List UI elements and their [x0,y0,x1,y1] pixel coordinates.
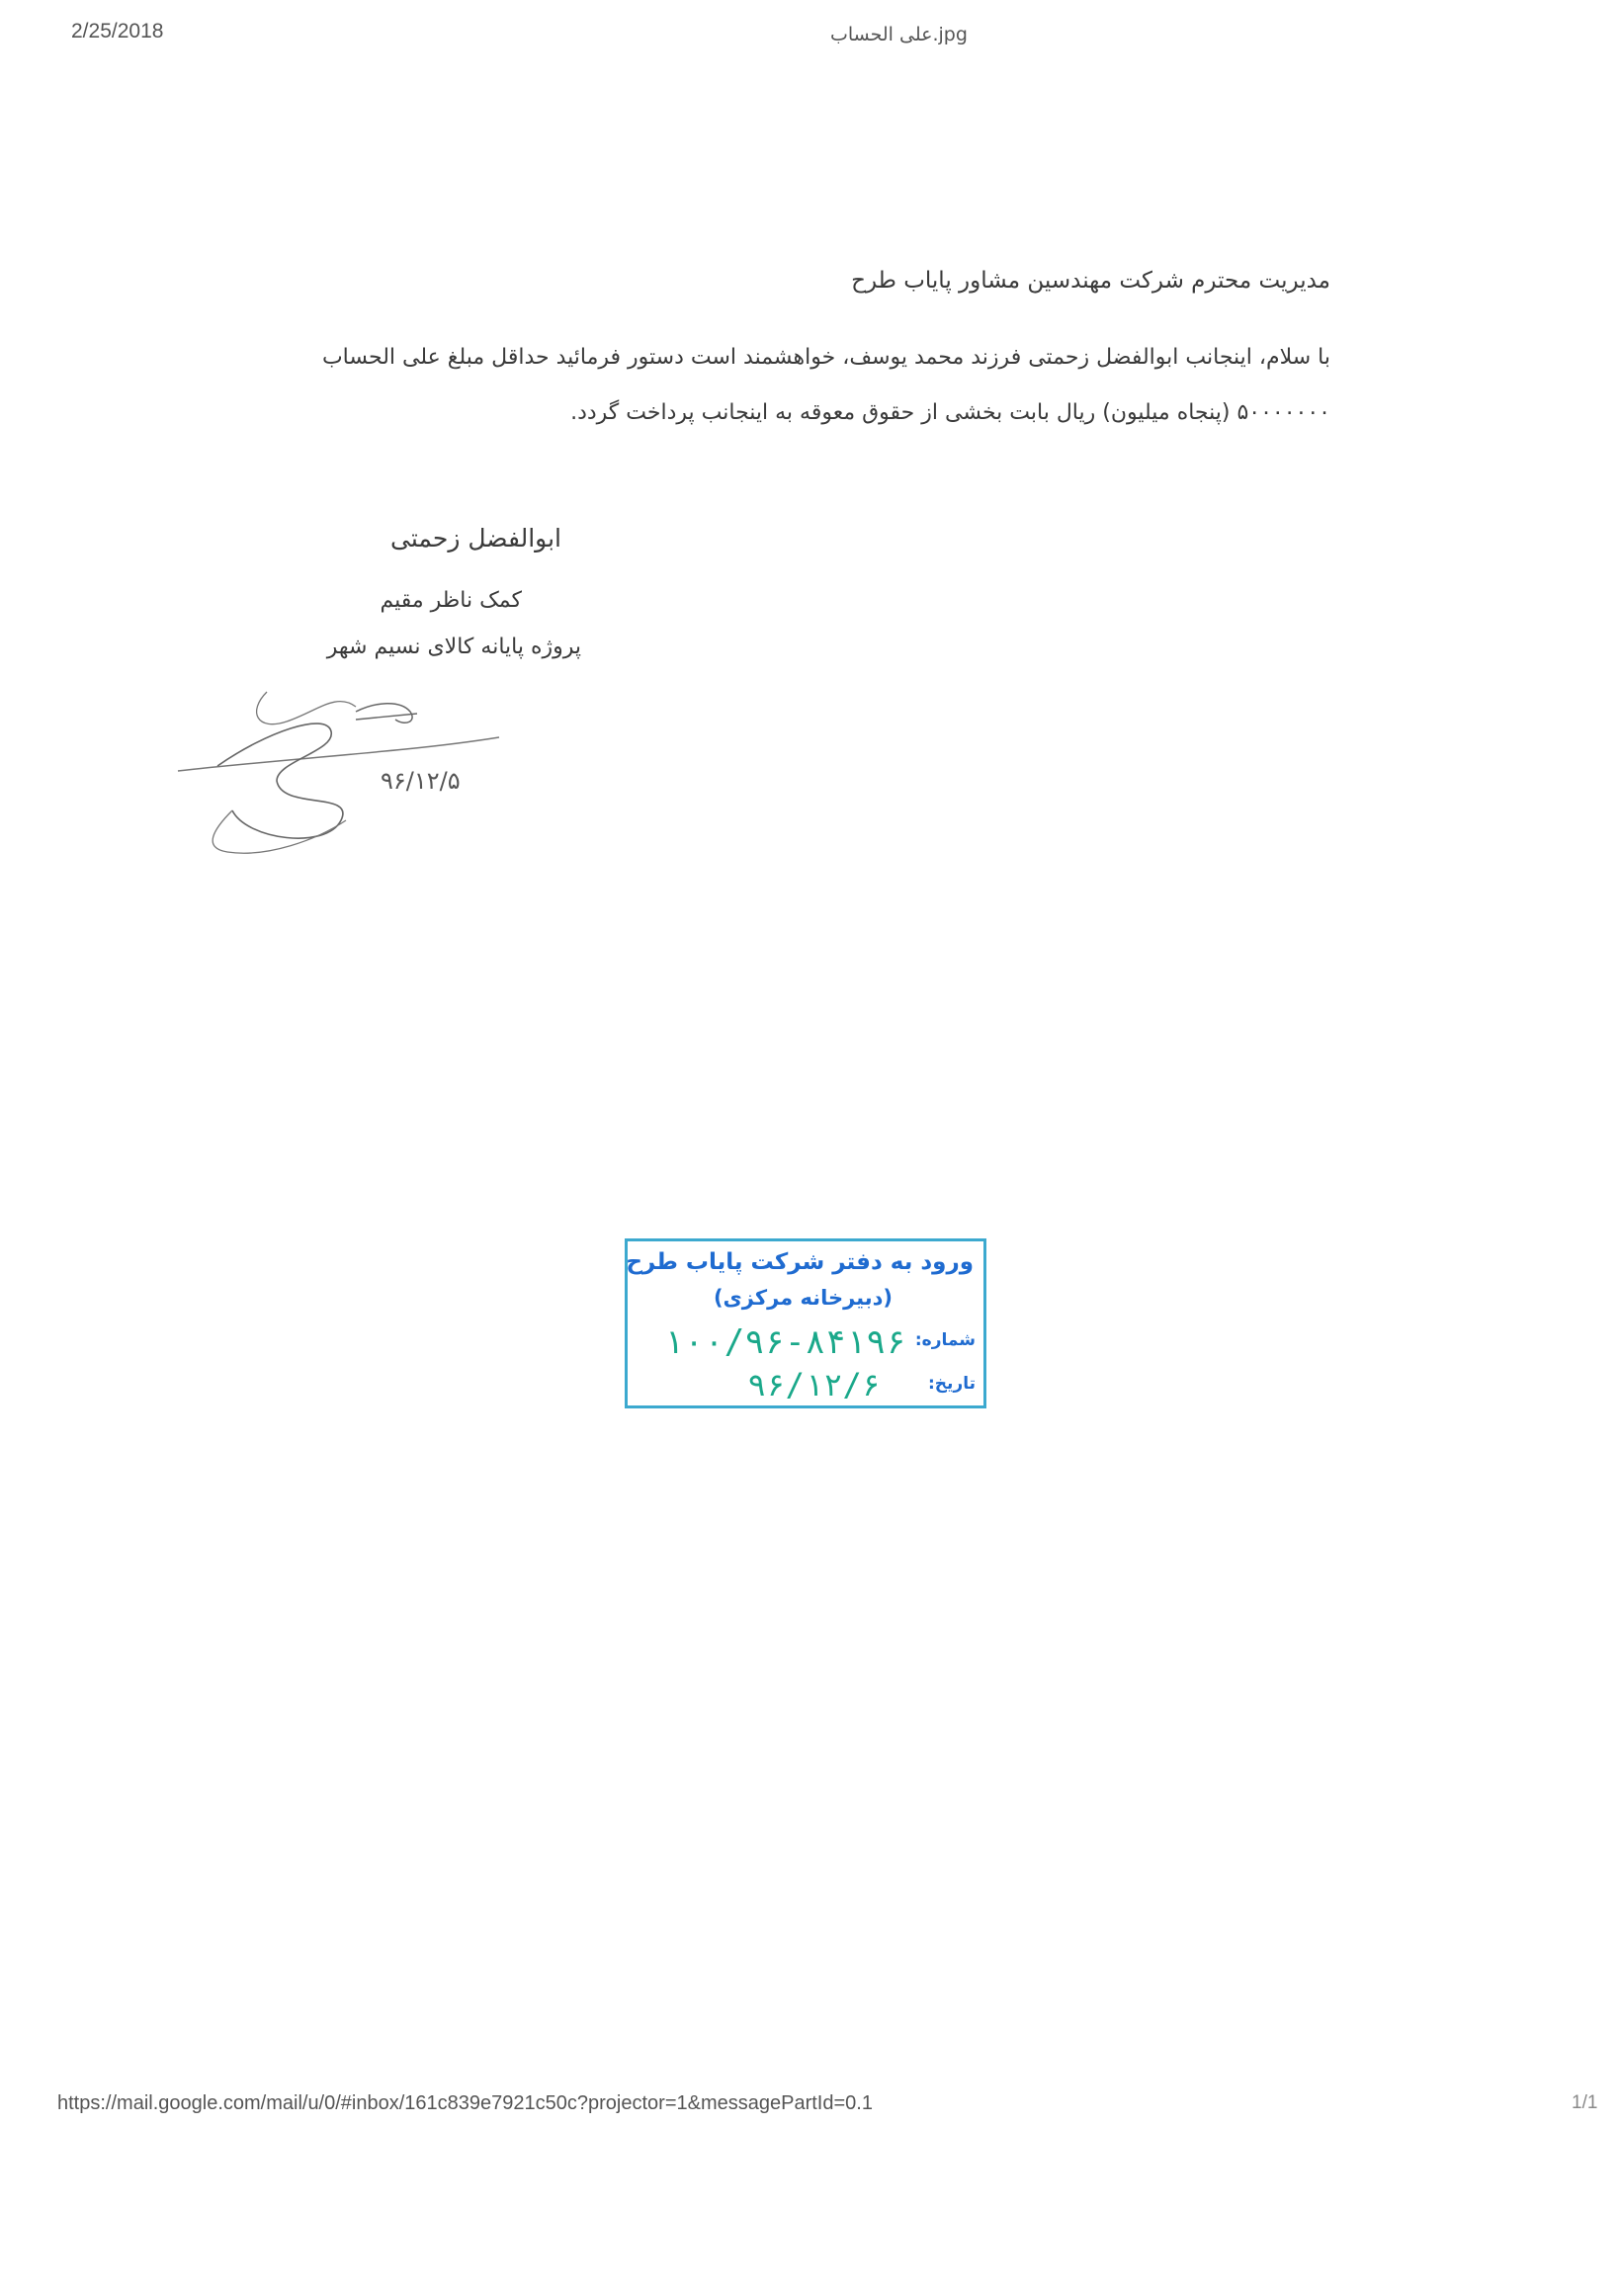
print-footer-url: https://mail.google.com/mail/u/0/#inbox/161c839e7921c50c?projector=1&messagePartId=0.1 [57,2092,873,2114]
stamp-date-row [630,1366,976,1405]
signature-block [255,524,581,659]
print-footer-page: 1/1 [1572,2092,1598,2113]
letter-body [293,265,1330,441]
stamp-number-label: شماره: [914,1330,976,1350]
letter-text: با سلام، اینجانب ابوالفضل زحمتی فرزند محمد یوسف، خواهشمند است دستور فرمائید حداقل مبلغ علی الحساب ۵۰۰۰۰۰۰۰ (پنجاه میلیون) ریال بابت بخشی از حقوق معوقه به اینجانب پرداخت گردد. [321,345,1330,425]
handwritten-signature [158,672,514,870]
stamp-date-value: ۹۶/۱۲/۶ [747,1366,881,1403]
stamp-title: ورود به دفتر شرکت پایاب طرح [626,1249,974,1275]
stamp-subtitle: (دبیرخانه مرکزی) [713,1286,893,1310]
print-header-title: علی الحساب.jpg [830,24,968,45]
stamp-number-row [630,1322,976,1362]
signatory-role: کمک ناظر مقیم [380,588,522,613]
receipt-stamp [625,1238,986,1408]
print-header-date: 2/25/2018 [71,20,164,43]
letter-salutation: مدیریت محترم شرکت مهندسین مشاور پایاب طرح [851,268,1330,294]
signatory-project: پروژه پایانه کالای نسیم شهر [326,635,581,659]
stamp-number-value: ۱۰۰/۹۶-۸۴۱۹۶ [663,1322,906,1362]
handwritten-date: ۹۶/۱۲/۵ [381,767,461,795]
signatory-name: ابوالفضل زحمتی [390,524,561,553]
stamp-date-label: تاریخ: [928,1374,976,1394]
